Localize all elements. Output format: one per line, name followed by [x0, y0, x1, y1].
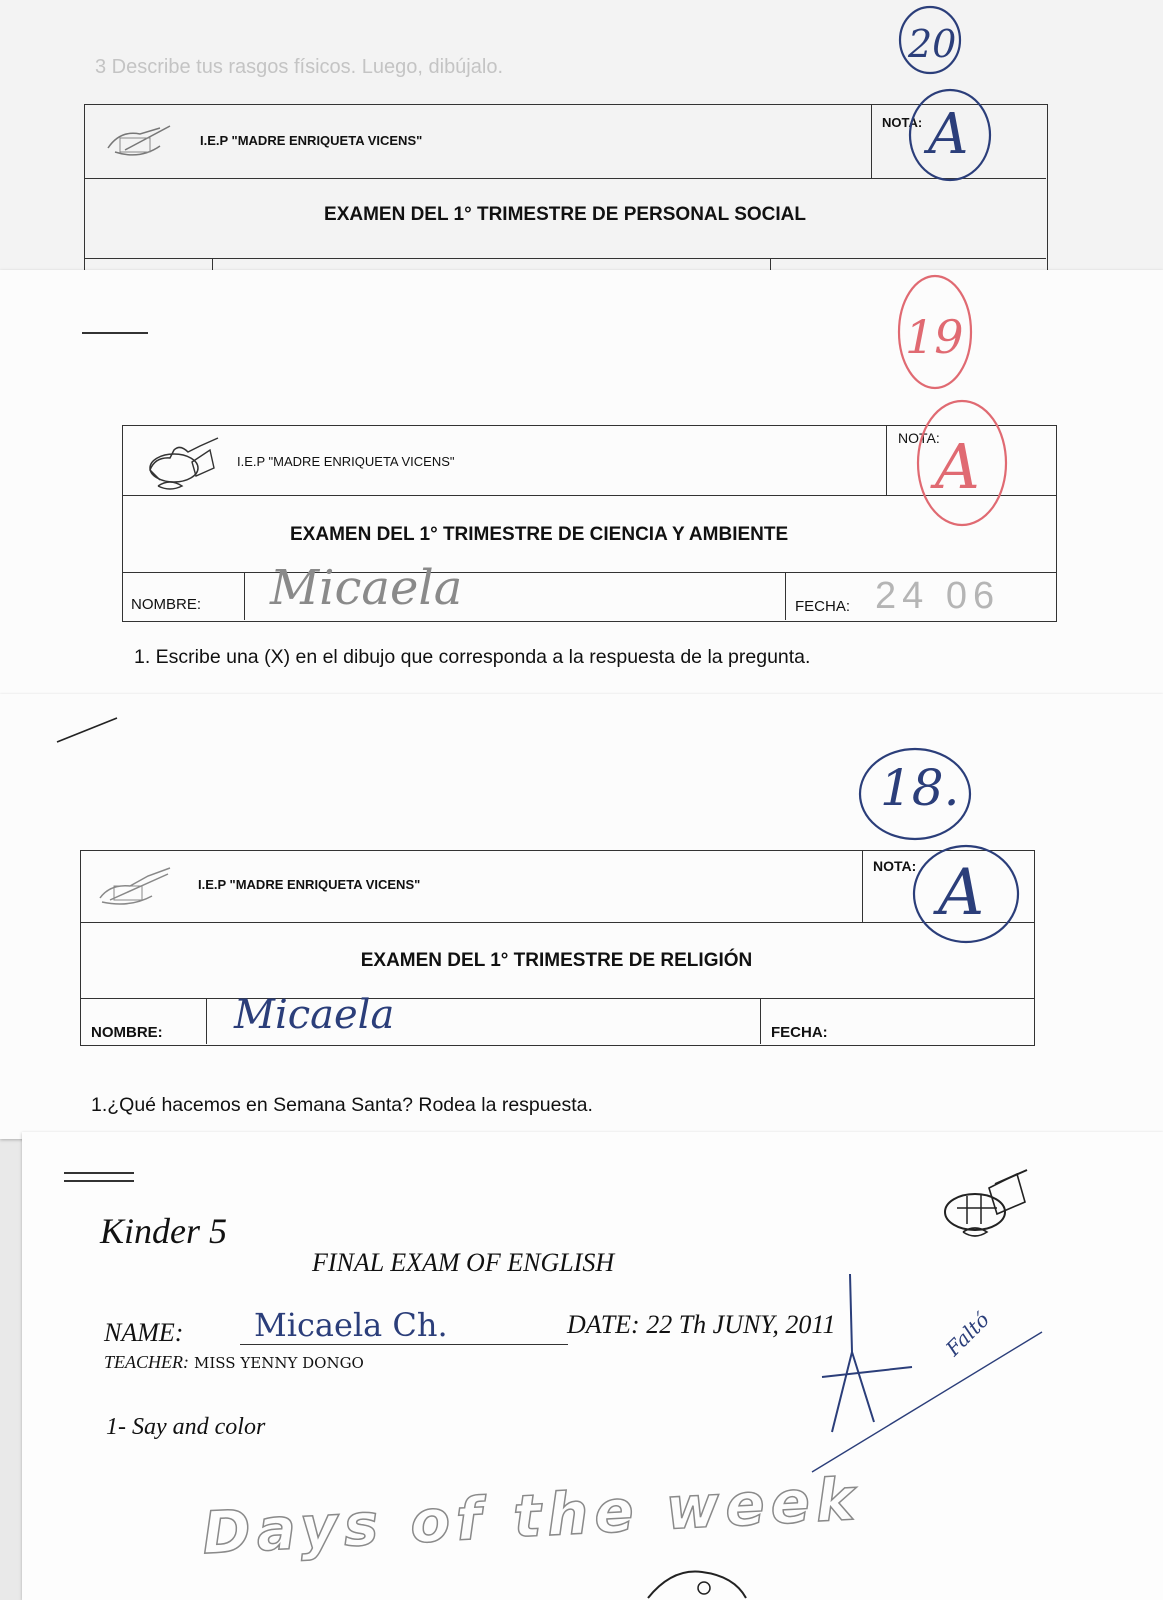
name-value: Micaela Ch.: [254, 1306, 448, 1344]
date-label: FECHA:: [771, 1024, 828, 1041]
grade-value: A: [928, 102, 969, 167]
teacher-label: TEACHER:: [104, 1352, 189, 1372]
name-value: Micaela: [270, 560, 463, 616]
name-label: NOMBRE:: [91, 1024, 163, 1041]
school-logo: [100, 120, 185, 160]
exam-sheet-ciencia: [0, 270, 1163, 694]
pen-mark: [64, 1172, 134, 1174]
teacher-note: Faltó: [940, 1307, 994, 1361]
school-logo: [130, 432, 225, 492]
school-logo: [937, 1164, 1037, 1244]
school-name: I.E.P "MADRE ENRIQUETA VICENS": [198, 877, 421, 892]
level-heading: Kinder 5: [100, 1211, 228, 1251]
days-banner: Days of the week: [200, 1464, 862, 1568]
pen-mark: [55, 714, 125, 744]
question-1: 1.¿Qué hacemos en Semana Santa? Rodea la respuesta.: [91, 1094, 593, 1116]
question-1: 1. Escribe una (X) en el dibujo que corresponda a la respuesta de la pregunta.: [134, 646, 811, 668]
grade-value: A: [935, 430, 980, 503]
nota-label: NOTA:: [882, 115, 923, 130]
date-label: DATE: 22 Th JUNY, 2011: [567, 1310, 836, 1339]
name-label: NAME:: [104, 1318, 184, 1347]
grade-value: A: [938, 856, 985, 930]
school-name: I.E.P "MADRE ENRIQUETA VICENS": [200, 133, 423, 148]
question-1: 1- Say and color: [106, 1414, 266, 1440]
grade-mark: [802, 1272, 1062, 1492]
date-label: FECHA:: [795, 598, 851, 615]
exam-title: EXAMEN DEL 1° TRIMESTRE DE PERSONAL SOCIAL: [324, 204, 806, 225]
exam-sheet-religion: [0, 694, 1163, 1139]
exam-title: EXAMEN DEL 1° TRIMESTRE DE RELIGIÓN: [360, 950, 753, 971]
exam-sheet-english: [22, 1132, 1163, 1600]
score-value: 18.: [880, 759, 960, 817]
name-line: [240, 1344, 568, 1345]
pen-mark-2: [64, 1180, 134, 1182]
nota-label: NOTA:: [873, 858, 917, 874]
score-value: 19: [905, 310, 964, 364]
name-value: Micaela: [234, 992, 395, 1038]
score-value: 20: [908, 22, 957, 66]
exam-title: EXAMEN DEL 1° TRIMESTRE DE CIENCIA Y AMBIENTE: [290, 524, 789, 545]
school-name: I.E.P "MADRE ENRIQUETA VICENS": [237, 454, 455, 469]
teacher-value: MISS YENNY DONGO: [194, 1354, 364, 1372]
nota-label: NOTA:: [898, 430, 940, 446]
date-value: 24 06: [875, 575, 1001, 617]
exam-title: FINAL EXAM OF ENGLISH: [312, 1248, 615, 1277]
exam-sheet-personal-social: [0, 0, 1163, 275]
pen-mark: [82, 332, 148, 334]
name-label: NOMBRE:: [131, 596, 202, 613]
school-logo: [90, 864, 180, 909]
faded-question-text: 3 Describe tus rasgos físicos. Luego, dibújalo.: [95, 56, 503, 78]
bottom-drawing: [642, 1562, 752, 1600]
teacher-row: [104, 1352, 364, 1373]
